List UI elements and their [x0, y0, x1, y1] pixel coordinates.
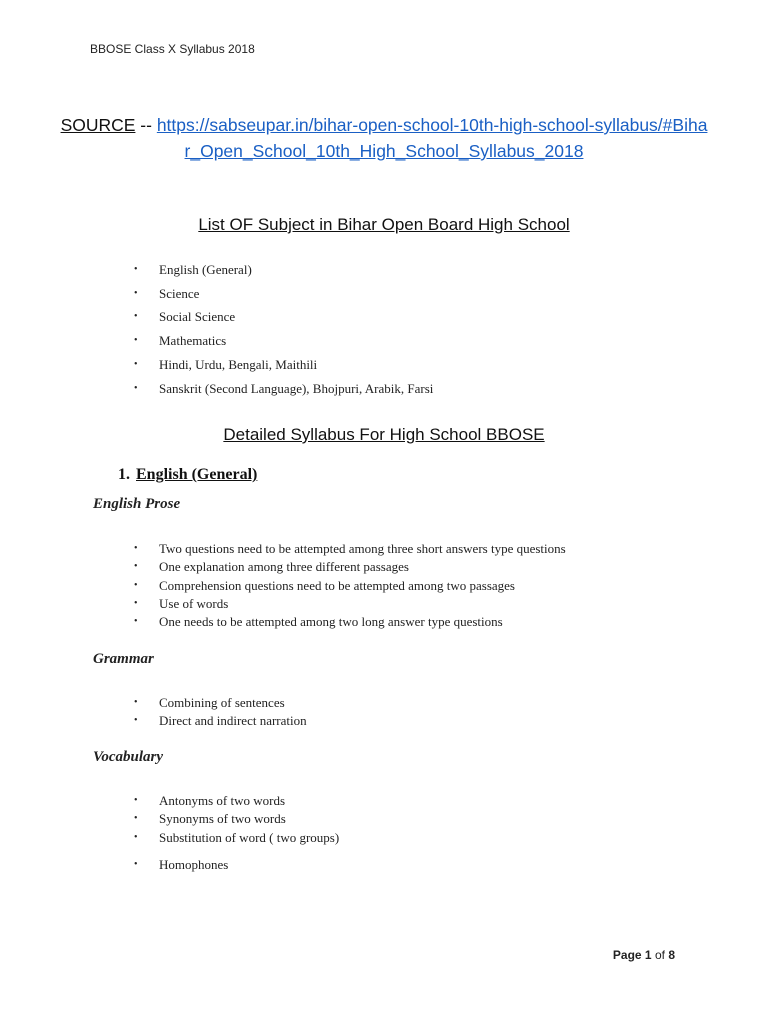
- list-item: • Antonyms of two words: [134, 792, 339, 810]
- page-of: of: [654, 948, 665, 962]
- source-line: [60, 112, 708, 164]
- page-label: Page: [612, 948, 642, 962]
- section-heading-english: [118, 466, 257, 484]
- list-item: • Combining of sentences: [134, 694, 307, 712]
- list-item: • Hindi, Urdu, Bengali, Maithili: [134, 353, 433, 377]
- section-number: 1.: [118, 466, 130, 483]
- list-item: • One needs to be attempted among two long answer type questions: [134, 613, 566, 631]
- list-item: • Homophones: [134, 856, 228, 874]
- list-item: • Direct and indirect narration: [134, 712, 307, 730]
- list-item: • Science: [134, 282, 433, 306]
- grammar-heading: Grammar: [93, 651, 154, 667]
- page-total: 8: [668, 948, 675, 962]
- subjects-title: List OF Subject in Bihar Open Board High School: [198, 215, 570, 234]
- subjects-list: [134, 258, 433, 400]
- section-title: English (General): [136, 466, 258, 483]
- source-link[interactable]: https://sabseupar.in/bihar-open-school-10th-high-school-syllabus/#Bihar_Open_School_10th_High_School_Syllabus_2018: [156, 115, 708, 161]
- page-current: 1: [644, 948, 652, 962]
- grammar-list: [134, 694, 307, 731]
- page-number: [613, 948, 675, 962]
- vocabulary-heading: Vocabulary: [93, 749, 164, 765]
- list-item: • Substitution of word ( two groups): [134, 829, 339, 847]
- list-item: • Comprehension questions need to be attempted among two passages: [134, 577, 566, 595]
- list-item: • Synonyms of two words: [134, 810, 339, 828]
- detailed-syllabus-title: Detailed Syllabus For High School BBOSE: [223, 425, 545, 444]
- page-header: BBOSE Class X Syllabus 2018: [90, 42, 255, 56]
- vocabulary-list-continued: [134, 856, 228, 874]
- list-item: • Sanskrit (Second Language), Bhojpuri, Arabik, Farsi: [134, 377, 433, 401]
- list-item: • One explanation among three different passages: [134, 558, 566, 576]
- prose-list: [134, 540, 566, 631]
- list-item: • Use of words: [134, 595, 566, 613]
- source-separator: --: [135, 115, 157, 135]
- prose-heading: English Prose: [93, 496, 181, 512]
- vocabulary-list: [134, 792, 339, 847]
- source-label: SOURCE: [60, 115, 136, 135]
- list-item: • Social Science: [134, 305, 433, 329]
- list-item: • English (General): [134, 258, 433, 282]
- list-item: • Two questions need to be attempted among three short answers type questions: [134, 540, 566, 558]
- list-item: • Mathematics: [134, 329, 433, 353]
